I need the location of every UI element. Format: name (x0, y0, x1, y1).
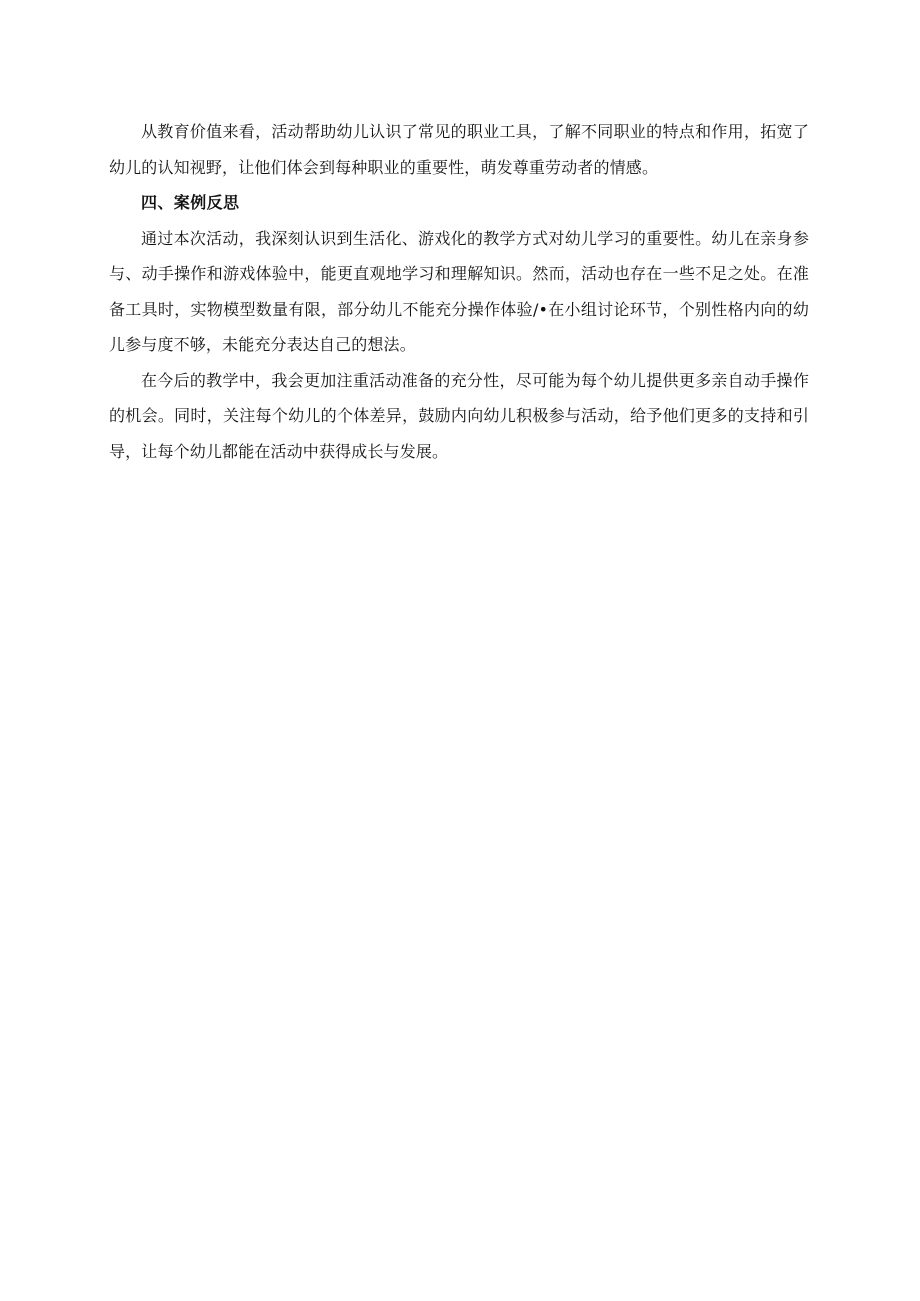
document-body (109, 114, 809, 469)
paragraph-reflection: 通过本次活动，我深刻认识到生活化、游戏化的教学方式对幼儿学习的重要性。幼儿在亲身参与、动手操作和游戏体验中，能更直观地学习和理解知识。然而，活动也存在一些不足之处。在准备工具时，实物模型数量有限，部分幼儿不能充分操作体验/•在小组讨论环节，个别性格内向的幼儿参与度不够，未能充分表达自己的想法。 (109, 228, 809, 354)
section-heading-case-reflection: 四、案例反思 (141, 193, 240, 212)
paragraph-future-teaching: 在今后的教学中，我会更加注重活动准备的充分性，尽可能为每个幼儿提供更多亲自动手操作的机会。同时，关注每个幼儿的个体差异，鼓励内向幼儿积极参与活动，给予他们更多的支持和引导，让每个幼儿都能在活动中获得成长与发展。 (109, 370, 809, 461)
paragraph-educational-value: 从教育价值来看，活动帮助幼儿认识了常见的职业工具，了解不同职业的特点和作用，拓宽了幼儿的认知视野，让他们体会到每种职业的重要性，萌发尊重劳动者的情感。 (109, 122, 809, 177)
